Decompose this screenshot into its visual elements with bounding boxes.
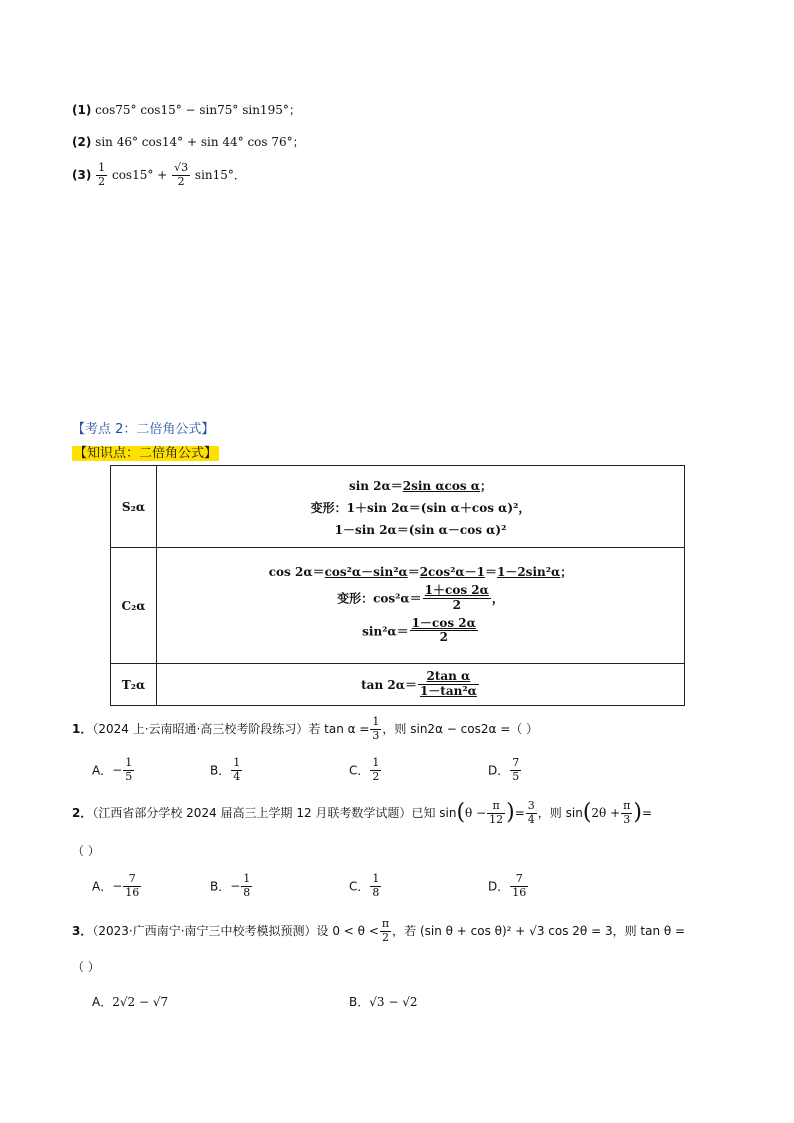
problem-number: (3): [72, 168, 92, 183]
question-number: 3．: [72, 924, 93, 939]
fraction: $\frac{3}{4}$: [527, 799, 535, 826]
question-number: 1．: [72, 722, 93, 737]
expression-part: sin15°．: [194, 168, 246, 183]
problem-1: [72, 104, 301, 116]
question-source: （2024 上·云南昭通·高三校考阶段练习）: [92, 722, 309, 737]
q2-option-d[interactable]: D． $\frac{7}{16}$: [488, 872, 527, 899]
c2a-line-1: cos 2α＝cos²α－sin²α＝2cos²α－1＝1－2sin²α；: [268, 564, 573, 579]
problem-number: (1): [72, 103, 92, 117]
fraction: $\frac{1}{2}$: [98, 161, 106, 188]
s2a-formulas: [157, 466, 685, 548]
row-t2a: [111, 664, 685, 706]
row-c2a: [111, 548, 685, 664]
problem-3: [72, 162, 246, 188]
q3-answer-blank: （ ）: [72, 960, 100, 974]
problem-2: [72, 136, 305, 148]
fraction: $\frac{\pi}{3}$: [623, 799, 631, 826]
q2-option-a[interactable]: A．− $\frac{7}{16}$: [92, 872, 140, 899]
fraction: $\frac{\pi}{12}$: [489, 799, 504, 826]
q2-answer-blank: （ ）: [72, 844, 100, 858]
fraction: $\frac{1}{3}$: [372, 715, 380, 742]
c2a-line-2: 变形：cos²α＝ $\frac{1+\cos 2\alpha}{2}$ ，: [337, 582, 504, 612]
knowledge-heading: [72, 442, 219, 461]
question-stem: ，则 sin2α − cos2α =（ ）: [382, 722, 539, 737]
fraction: $\frac{√3}{2}$: [174, 161, 189, 188]
q1-option-d[interactable]: D． $\frac{7}{5}$: [488, 756, 520, 783]
section-title: 【考点 2：二倍角公式】: [72, 422, 215, 437]
question-2: 2．（江西省部分学校 2024 届高三上学期 12 月联考数学试题）已知 sin(θ − $\frac{\pi}{12}$ )= $\frac{3}{4}$ ，则 sin(2θ + $\frac{\pi}{3}$ )=: [72, 799, 653, 826]
expression-part: cos15° +: [111, 168, 168, 183]
label-c2a: C₂α: [111, 548, 157, 664]
problem-expression: sin 46° cos14° + sin 44° cos 76°；: [95, 135, 305, 149]
s2a-line-2: 变形：1＋sin 2α＝(sin α＋cos α)²，: [310, 500, 531, 515]
question-stem: 若 tan α =: [308, 722, 370, 737]
question-1: [72, 716, 538, 742]
label-t2a: T₂α: [111, 664, 157, 706]
c2a-line-3: sin²α＝ $\frac{1-\cos 2\alpha}{2}$: [362, 615, 476, 645]
question-stem: ，若 (sin θ + cos θ)² + √3 cos 2θ = 3，则 tan θ =: [392, 924, 686, 939]
fraction: $\frac{\text{2tan α}}{\text{1－tan²α}}$: [419, 669, 477, 698]
q2-option-b[interactable]: B．− $\frac{1}{8}$: [210, 872, 251, 899]
question-stem: 设 0 < θ <: [316, 924, 379, 939]
problem-number: (2): [72, 135, 92, 149]
q1-option-a[interactable]: A．− $\frac{1}{5}$: [92, 756, 133, 783]
question-number: 2．: [72, 806, 93, 821]
fraction: $\frac{1-\cos 2\alpha}{2}$: [411, 615, 476, 645]
question-source: （2023·广西南宁·南宁三中校考模拟预测）: [92, 924, 317, 939]
question-3: [72, 918, 685, 944]
question-source: （江西省部分学校 2024 届高三上学期 12 月联考数学试题）: [92, 806, 412, 821]
t2a-formulas: tan 2α＝ $\frac{\text{2tan α}}{\text{1－tan²α}}$: [157, 664, 685, 706]
knowledge-label: 【知识点：二倍角公式】: [74, 446, 218, 461]
s2a-line-3: 1－sin 2α＝(sin α－cos α)²: [334, 522, 507, 537]
fraction: $\frac{\pi}{2}$: [381, 917, 390, 944]
c2a-formulas: [157, 548, 685, 664]
q1-option-c[interactable]: C． $\frac{1}{2}$: [349, 756, 380, 783]
formula-table: [110, 465, 685, 706]
q3-option-a[interactable]: A．2√2 − √7: [92, 995, 169, 1009]
s2a-line-1: sin 2α＝2sin αcos α；: [348, 478, 493, 493]
problem-expression: cos75° cos15° − sin75° sin195°；: [95, 103, 301, 117]
label-s2a: S₂α: [111, 466, 157, 548]
q3-option-b[interactable]: B．√3 − √2: [349, 995, 418, 1009]
question-stem: 已知 sin: [411, 806, 457, 821]
q1-option-b[interactable]: B． $\frac{1}{4}$: [210, 756, 241, 783]
fraction: $\frac{1+\cos 2\alpha}{2}$: [424, 582, 489, 612]
q2-option-c[interactable]: C． $\frac{1}{8}$: [349, 872, 380, 899]
row-s2a: [111, 466, 685, 548]
